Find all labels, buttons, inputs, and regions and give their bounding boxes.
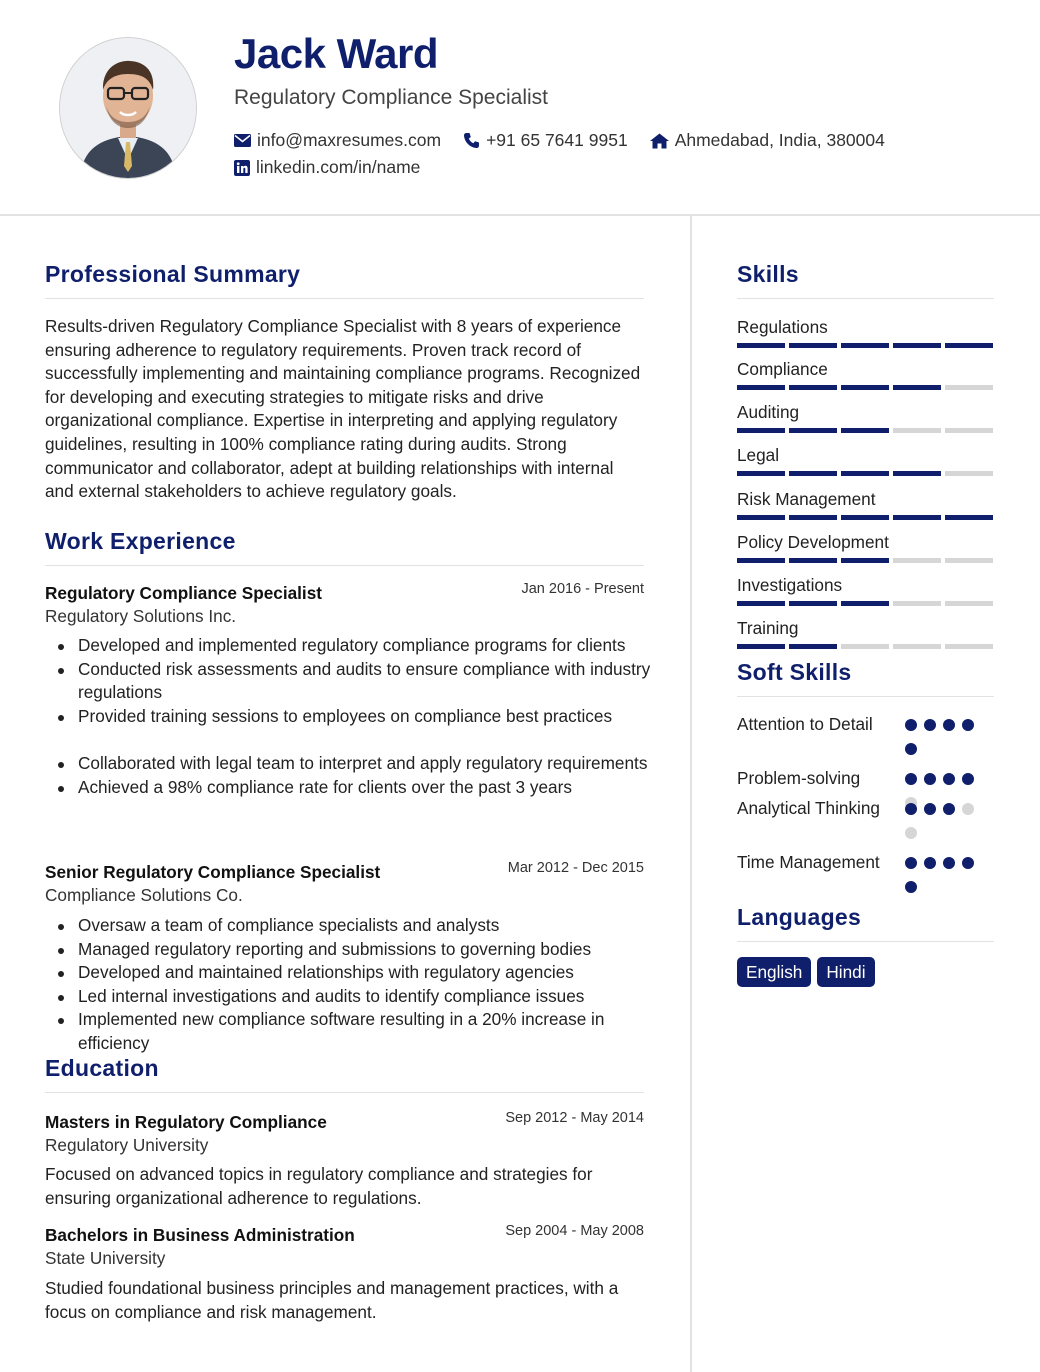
skill-name: Policy Development [737, 532, 889, 552]
skill-item [737, 316, 994, 348]
rating-dot [962, 773, 974, 785]
soft-skill-name: Problem-solving [737, 768, 861, 788]
skill-level-segment [789, 385, 837, 390]
skill-level-segment [893, 515, 941, 520]
skill-level-segment [737, 644, 785, 649]
skill-level-segment [893, 428, 941, 433]
skill-level-segment [737, 558, 785, 563]
skill-level-segment [893, 601, 941, 606]
list-item: Managed regulatory reporting and submissions to governing bodies [78, 938, 678, 962]
rating-dot [924, 773, 936, 785]
rating-dot [905, 827, 917, 839]
degree-description: Focused on advanced topics in regulatory compliance and strategies for ensuring organizational adherence to regulations. [45, 1164, 593, 1208]
skill-level-segment [893, 644, 941, 649]
skill-item [737, 358, 994, 390]
skill-item [737, 488, 994, 520]
skill-name: Legal [737, 445, 780, 465]
skill-level-segment [893, 343, 941, 348]
contact-linkedin[interactable] [234, 157, 420, 178]
rating-dot [924, 857, 936, 869]
rating-dot [905, 881, 917, 893]
skill-level-segment [789, 471, 837, 476]
phone-icon [463, 132, 480, 149]
job-bullets [45, 634, 678, 799]
job-dates: Mar 2012 - Dec 2015 [507, 860, 644, 876]
skill-level-bar [737, 385, 994, 390]
job-dates: Jan 2016 - Present [521, 581, 644, 597]
skill-level-bar [737, 644, 994, 649]
skill-level-segment [737, 471, 785, 476]
skill-level-segment [945, 601, 993, 606]
skill-level-segment [789, 343, 837, 348]
rating-dot [905, 803, 917, 815]
skill-level-bar [737, 343, 994, 348]
summary-text: Results-driven Regulatory Compliance Specialist with 8 years of experience ensuring adherence to regulatory requirements. Proven track record of successfully implementing and maintaining compliance programs. Recognized for developing and executing strategies to mitigate risks and drive organizational compliance. Expertise in interpreting and applying regulatory guidelines, resulting in 100% compliance rating during audits. Strong communicator and collaborator, adept at building relationships with internal and external stakeholders to achieve regulatory goals. [45, 316, 641, 502]
summary-heading: Professional Summary [45, 261, 644, 299]
skill-level-bar [737, 428, 994, 433]
job-company: Regulatory Solutions Inc. [45, 606, 237, 626]
skill-level-segment [737, 428, 785, 433]
linkedin-icon [234, 160, 250, 176]
skill-level-segment [841, 558, 889, 563]
list-item: Implemented new compliance software resulting in a 20% increase in efficiency [78, 1008, 678, 1055]
degree-description: Studied foundational business principles and management practices, with a focus on compliance and risk management. [45, 1278, 619, 1322]
soft-skill-name: Analytical Thinking [737, 798, 880, 818]
skill-item [737, 444, 994, 476]
phone-text: +91 65 7641 9951 [486, 130, 628, 150]
skill-level-segment [945, 558, 993, 563]
skill-level-segment [945, 385, 993, 390]
profile-photo [60, 38, 196, 178]
education-heading: Education [45, 1055, 644, 1093]
skill-item [737, 574, 994, 606]
resume-header [0, 0, 1040, 216]
rating-dot [924, 803, 936, 815]
candidate-title: Regulatory Compliance Specialist [234, 86, 548, 109]
job-title: Senior Regulatory Compliance Specialist [45, 862, 381, 882]
skill-level-bar [737, 471, 994, 476]
skill-name: Compliance [737, 359, 828, 379]
skill-level-segment [737, 385, 785, 390]
location-text: Ahmedabad, India, 380004 [674, 130, 885, 150]
rating-dot [943, 719, 955, 731]
contact-phone[interactable] [463, 130, 628, 151]
school-name: State University [45, 1248, 166, 1268]
skill-level-segment [737, 515, 785, 520]
skill-level-segment [893, 471, 941, 476]
skill-name: Investigations [737, 575, 843, 595]
rating-dot [943, 773, 955, 785]
list-item: Developed and implemented regulatory compliance programs for clients [78, 634, 678, 658]
envelope-icon [234, 134, 251, 147]
skill-level-segment [841, 644, 889, 649]
contact-email[interactable] [234, 130, 441, 151]
skill-level-segment [945, 644, 993, 649]
skill-level-segment [737, 601, 785, 606]
column-divider [690, 216, 692, 1372]
rating-dot [905, 743, 917, 755]
rating-dot [962, 803, 974, 815]
rating-dot [924, 719, 936, 731]
rating-dot [943, 857, 955, 869]
skill-item [737, 617, 994, 649]
job-title: Regulatory Compliance Specialist [45, 583, 322, 603]
linkedin-text: linkedin.com/in/name [256, 157, 421, 177]
skill-name: Training [737, 618, 799, 638]
skill-level-segment [789, 428, 837, 433]
skill-level-bar [737, 515, 994, 520]
list-item: Collaborated with legal team to interpret and apply regulatory requirements [78, 752, 678, 776]
skill-level-segment [841, 343, 889, 348]
email-text: info@maxresumes.com [257, 130, 442, 150]
degree-title: Bachelors in Business Administration [45, 1225, 355, 1245]
skill-level-segment [945, 471, 993, 476]
skills-heading: Skills [737, 261, 994, 299]
rating-dot [905, 773, 917, 785]
languages-heading: Languages [737, 904, 994, 942]
skill-level-segment [893, 385, 941, 390]
soft-skill-name: Time Management [737, 852, 880, 872]
degree-dates: Sep 2004 - May 2008 [505, 1223, 644, 1239]
list-item: Provided training sessions to employees on compliance best practices [78, 705, 678, 729]
school-name: Regulatory University [45, 1135, 209, 1155]
skill-level-segment [789, 601, 837, 606]
avatar [59, 37, 197, 179]
skill-level-segment [789, 644, 837, 649]
skill-level-segment [945, 428, 993, 433]
skill-level-segment [841, 385, 889, 390]
list-item: Achieved a 98% compliance rate for clients over the past 3 years [78, 776, 678, 800]
skill-level-segment [945, 515, 993, 520]
contact-row [234, 130, 907, 151]
list-item: Conducted risk assessments and audits to ensure compliance with industry regulations [78, 658, 678, 705]
contact-row-2 [234, 157, 442, 178]
skill-name: Auditing [737, 402, 800, 422]
degree-title: Masters in Regulatory Compliance [45, 1112, 327, 1132]
candidate-name: Jack Ward [234, 30, 439, 77]
rating-dot [905, 719, 917, 731]
skill-level-segment [841, 601, 889, 606]
experience-heading: Work Experience [45, 528, 644, 566]
degree-dates: Sep 2012 - May 2014 [505, 1110, 644, 1126]
list-item: Led internal investigations and audits to identify compliance issues [78, 985, 678, 1009]
languages-list [737, 957, 875, 987]
list-item: Developed and maintained relationships with regulatory agencies [78, 961, 678, 985]
skill-name: Risk Management [737, 489, 876, 509]
language-badge: Hindi [817, 957, 874, 987]
job-company: Compliance Solutions Co. [45, 885, 243, 905]
skill-item [737, 531, 994, 563]
soft-skills-heading: Soft Skills [737, 659, 994, 697]
list-item: Oversaw a team of compliance specialists and analysts [78, 914, 678, 938]
skill-level-segment [737, 343, 785, 348]
skill-item [737, 401, 994, 433]
skill-name: Regulations [737, 317, 828, 337]
skill-level-segment [789, 515, 837, 520]
rating-dot [962, 857, 974, 869]
home-icon [650, 133, 669, 149]
rating-dot [905, 857, 917, 869]
language-badge: English [737, 957, 811, 987]
skill-level-bar [737, 558, 994, 563]
skill-level-segment [841, 428, 889, 433]
rating-dot [962, 719, 974, 731]
skill-level-segment [841, 471, 889, 476]
soft-skill-name: Attention to Detail [737, 714, 873, 734]
skill-level-segment [945, 343, 993, 348]
skill-level-segment [893, 558, 941, 563]
skill-level-segment [789, 558, 837, 563]
rating-dot [943, 803, 955, 815]
skill-level-bar [737, 601, 994, 606]
contact-location [650, 130, 885, 151]
skill-level-segment [841, 515, 889, 520]
job-bullets [45, 914, 678, 1056]
